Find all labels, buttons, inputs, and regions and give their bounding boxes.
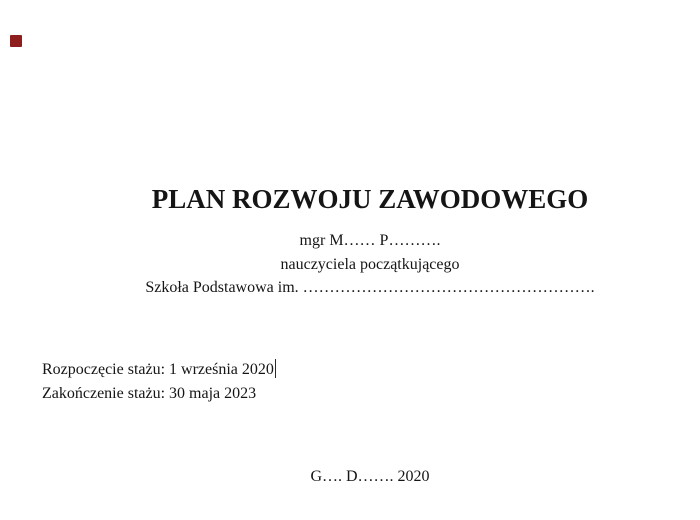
text-caret xyxy=(275,359,276,378)
document-title[interactable]: PLAN ROZWOJU ZAWODOWEGO xyxy=(151,184,589,214)
internship-start-line[interactable] xyxy=(42,359,698,378)
internship-start-text: Rozpoczęcie stażu: 1 września 2020 xyxy=(42,361,274,378)
place-date-line[interactable]: G…. D……. 2020 xyxy=(310,468,430,485)
role-line[interactable]: nauczyciela początkującego xyxy=(280,256,460,273)
author-line[interactable]: mgr M…… P………. xyxy=(299,232,441,249)
school-name-line[interactable]: Szkoła Podstawowa im. ………………………………………………. xyxy=(145,279,595,296)
red-square-marker-icon xyxy=(10,35,22,47)
internship-end-line[interactable]: Zakończenie stażu: 30 maja 2023 xyxy=(42,385,257,402)
